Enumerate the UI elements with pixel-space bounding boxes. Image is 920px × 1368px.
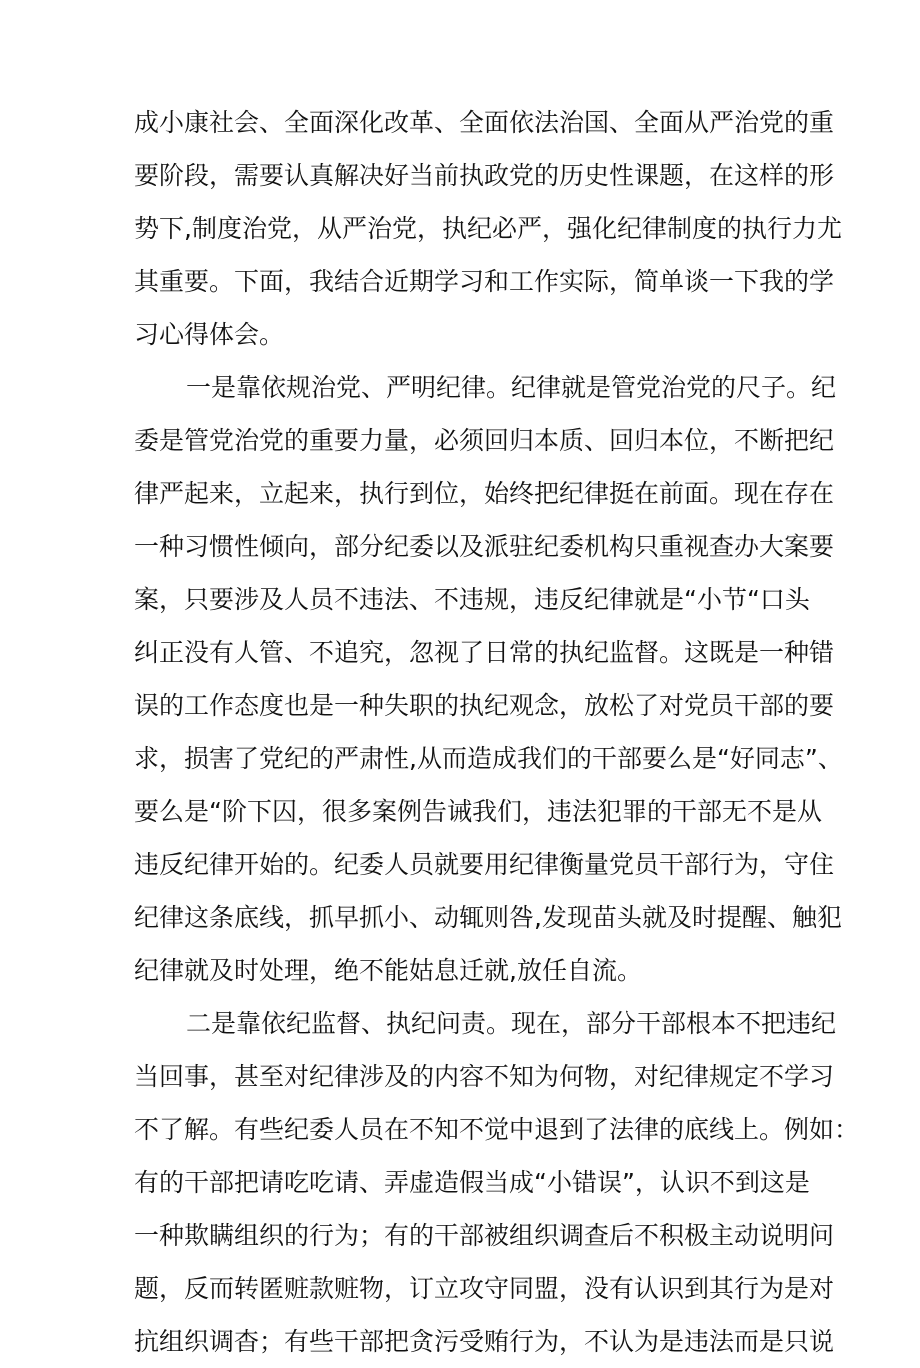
text-line: 纪律就及时处理，绝不能姑息迁就,放任自流。 (134, 956, 642, 985)
text-line: 有的干部把请吃吃请、弄虚造假当成“小错误”，认识不到这是 (134, 1168, 810, 1197)
text-line: 当回事，甚至对纪律涉及的内容不知为何物，对纪律规定不学习 (134, 1062, 835, 1091)
text-line: 案，只要涉及人员不违法、不违规，违反纪律就是“小节“口头 (134, 585, 810, 614)
text-line: 一种习惯性倾向，部分纪委以及派驻纪委机构只重视查办大案要 (134, 532, 835, 561)
text-line: 纪律这条底线，抓早抓小、动辄则咎,发现苗头就及时提醒、触犯 (134, 903, 842, 932)
text-line: 抗组织调杳；有些干部把贪污受贿行为，不认为是违法而是只说 (134, 1327, 835, 1356)
text-line: 误的工作态度也是一种失职的执纪观念，放松了对党员干部的要 (134, 691, 835, 720)
paragraph-point-one (134, 361, 843, 997)
text-line-first: 二是靠依纪监督、执纪问责。现在，部分干部根本不把违纪 (186, 1009, 837, 1038)
text-line: 势下,制度治党，从严治党，执纪必严，强化纪律制度的执行力尤 (134, 214, 842, 243)
text-line: 习心得体会。 (134, 320, 285, 349)
text-line: 题，反而转匿赃款赃物，订立攻守同盟，没有认识到其行为是对 (134, 1274, 835, 1303)
paragraph-intro-continuation (134, 96, 842, 361)
paragraph-point-two (134, 997, 860, 1368)
text-line: 律严起来，立起来，执行到位，始终把纪律挺在前面。现在存在 (134, 479, 835, 508)
text-line: 要么是“阶下囚，很多案例告诫我们，违法犯罪的干部无不是从 (134, 797, 822, 826)
text-line: 其重要。下面，我结合近期学习和工作实际，简单谈一下我的学 (134, 267, 835, 296)
text-line: 纠正没有人管、不追究，忽视了日常的执纪监督。这既是一种错 (134, 638, 835, 667)
text-line: 委是管党治党的重要力量，必须回归本质、回归本位，不断把纪 (134, 426, 835, 455)
text-line: 成小康社会、全面深化改革、全面依法治国、全面从严治党的重 (134, 108, 835, 137)
text-line: 一种欺瞒组织的行为；有的干部被组织调查后不积极主动说明问 (134, 1221, 835, 1250)
text-line: 不了解。有些纪委人员在不知不觉中退到了法律的底线上。例如： (134, 1115, 860, 1144)
text-line: 违反纪律开始的。纪委人员就要用纪律衡量党员干部行为，守住 (134, 850, 835, 879)
text-line: 要阶段，需要认真解决好当前执政党的历史性课题，在这样的形 (134, 161, 835, 190)
text-line-first: 一是靠依规治党、严明纪律。纪律就是管党治党的尺子。纪 (186, 373, 837, 402)
document-body (134, 96, 860, 1368)
text-line: 求，损害了党纪的严肃性,从而造成我们的干部要么是“好同志”、 (134, 744, 843, 773)
